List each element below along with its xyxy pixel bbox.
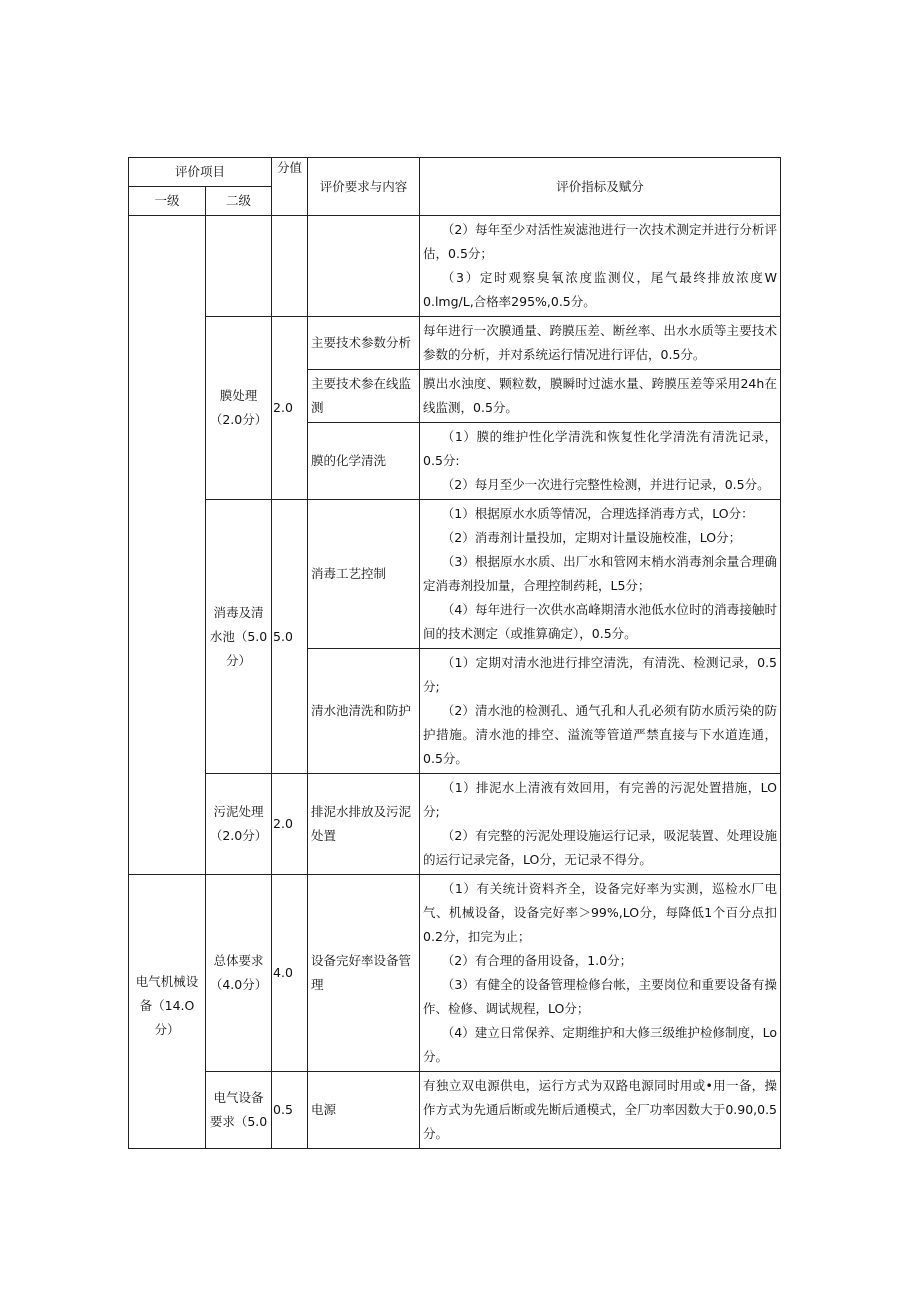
table-row xyxy=(129,875,781,1072)
indicator-line: （4）建立日常保养、定期维护和大修三级维护检修制度，Lo分。 xyxy=(423,1025,778,1064)
score-sludge: 2.0 xyxy=(272,774,308,875)
requirement-cell: 设备完好率设备管理 xyxy=(308,875,420,1072)
indicator-line: （2）有合理的备用设备，1.0分； xyxy=(441,953,633,968)
requirement-cell: 消毒工艺控制 xyxy=(308,500,420,649)
requirement-cell-empty xyxy=(308,216,420,317)
indicator-line: （1）有关统计资料齐全，设备完好率为实测，巡检水厂电气、机械设备，设备完好率＞99%,LO分，每降低1个百分点扣0.2分，扣完为止； xyxy=(423,881,778,944)
indicator-line: （2）有完整的污泥处理设施运行记录，吸泥装置、处理设施的运行记录完备，LO分，无记录不得分。 xyxy=(423,828,778,867)
score-overall: 4.0 xyxy=(272,875,308,1072)
indicator-cell xyxy=(420,370,781,423)
indicator-line: （3）有健全的设备管理检修台帐，主要岗位和重要设备有操作、检修、调试规程，LO分； xyxy=(423,977,778,1016)
indicator-cell xyxy=(420,774,781,875)
level2-overall: 总体要求（4.0分） xyxy=(206,875,272,1072)
indicator-cell xyxy=(420,423,781,500)
indicator-line: （2）每月至少一次进行完整性检测，并进行记录，0.5分。 xyxy=(441,477,770,492)
indicator-line: （2）每年至少对活性炭滤池进行一次技术测定并进行分析评估，0.5分； xyxy=(423,222,778,261)
indicator-cell xyxy=(420,500,781,649)
table-row xyxy=(129,500,781,649)
level2-electrical: 电气设备要求（5.0 xyxy=(206,1072,272,1149)
table-row xyxy=(129,317,781,370)
header-indicator: 评价指标及赋分 xyxy=(420,158,781,216)
level2-membrane: 膜处理（2.0分） xyxy=(206,317,272,500)
table-row xyxy=(129,1072,781,1149)
indicator-line: 膜出水浊度、颗粒数，膜瞬时过滤水量、跨膜压差等采用24h在线监测，0.5分。 xyxy=(423,376,778,415)
evaluation-table xyxy=(128,157,781,1149)
score-cell-empty xyxy=(272,216,308,317)
indicator-line: （3）定时观察臭氧浓度监测仪，尾气最终排放浓度W 0.lmg∕L,合格率295%,0.5分。 xyxy=(423,270,778,309)
requirement-cell: 电源 xyxy=(308,1072,420,1149)
indicator-line: （4）每年进行一次供水高峰期清水池低水位时的消毒接触时间的技术测定（或推算确定），0.5分。 xyxy=(423,602,778,641)
level1-equipment: 电气机械设备（14.O分） xyxy=(129,875,206,1149)
requirement-cell: 主要技术参数分析 xyxy=(308,317,420,370)
requirement-cell: 清水池清洗和防护 xyxy=(308,649,420,774)
header-level2: 二级 xyxy=(206,187,272,216)
header-requirement: 评价要求与内容 xyxy=(308,158,420,216)
indicator-line: （2）清水池的检测孔、通气孔和人孔必须有防水质污染的防护措施。清水池的排空、溢流等管道严禁直接与下水道连通，0.5分。 xyxy=(423,703,778,766)
indicator-line: （1）膜的维护性化学清洗和恢复性化学清洗有清洗记录，0.5分: xyxy=(423,429,778,468)
table-row xyxy=(129,774,781,875)
requirement-cell: 膜的化学清洗 xyxy=(308,423,420,500)
indicator-line: （3）根据原水水质、出厂水和管网末梢水消毒剂余量合理确定消毒剂投加量，合理控制药耗，L5分； xyxy=(423,554,778,593)
indicator-cell xyxy=(420,317,781,370)
score-electrical: 0.5 xyxy=(272,1072,308,1149)
indicator-cell xyxy=(420,216,781,317)
indicator-line: 有独立双电源供电，运行方式为双路电源同时用或•用一备，操作方式为先通后断或先断后通模式，全厂功率因数大于0.90,0.5分。 xyxy=(423,1078,778,1141)
score-membrane: 2.0 xyxy=(272,317,308,500)
requirement-cell: 主要技术参在线监测 xyxy=(308,370,420,423)
indicator-line: （1）排泥水上清液有效回用，有完善的污泥处置措施，LO分; xyxy=(423,780,778,819)
indicator-cell xyxy=(420,875,781,1072)
indicator-line: （2）消毒剂计量投加，定期对计量设施校准，LO分； xyxy=(441,530,742,545)
indicator-line: （1）根据原水水质等情况，合理选择消毒方式，LO分： xyxy=(441,506,754,521)
header-score: 分值 xyxy=(272,158,308,216)
indicator-line: 每年进行一次膜通量、跨膜压差、断丝率、出水水质等主要技术参数的分析，并对系统运行情况进行评估，0.5分。 xyxy=(423,323,778,362)
requirement-cell: 排泥水排放及污泥处置 xyxy=(308,774,420,875)
level2-sludge: 污泥处理（2.0分） xyxy=(206,774,272,875)
header-level1: 一级 xyxy=(129,187,206,216)
indicator-line: （1）定期对清水池进行排空清洗，有清洗、检测记录，0.5分; xyxy=(423,655,778,694)
score-disinfection: 5.0 xyxy=(272,500,308,774)
indicator-cell xyxy=(420,649,781,774)
indicator-cell xyxy=(420,1072,781,1149)
header-eval-item: 评价项目 xyxy=(129,158,272,187)
level2-disinfection: 消毒及清水池（5.0分） xyxy=(206,500,272,774)
level2-cell-empty xyxy=(206,216,272,317)
table-row xyxy=(129,216,781,317)
level1-cell-empty xyxy=(129,216,206,875)
